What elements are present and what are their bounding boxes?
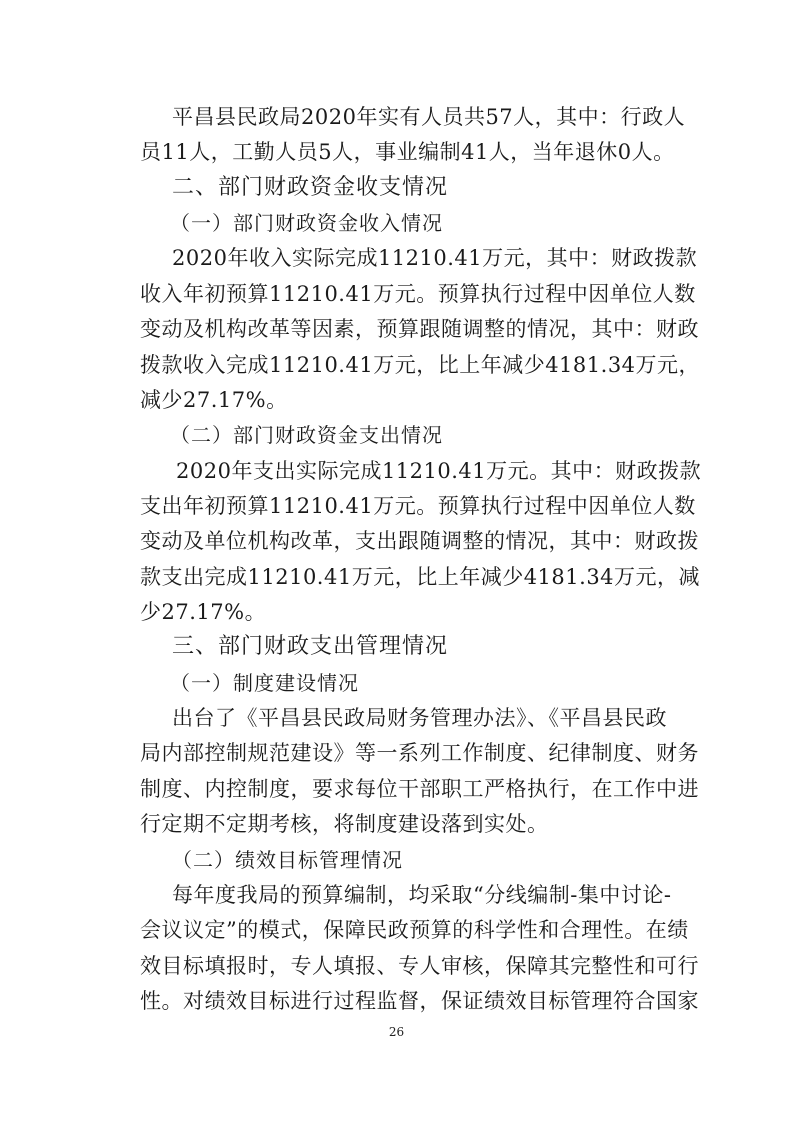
paragraph-line: 平昌县民政局2020年实有人员共57人，其中：行政人 — [172, 105, 686, 129]
paragraph-line: 员11人，工勤人员5人，事业编制41人，当年退休0人。 — [140, 140, 675, 164]
paragraph-line: 制度、内控制度，要求每位干部职工严格执行，在工作中进 — [140, 777, 699, 801]
subsection-heading: （二）部门财政资金支出情况 — [170, 423, 443, 447]
paragraph-line: 收入年初预算11210.41万元。预算执行过程中因单位人数 — [140, 282, 696, 306]
paragraph-line: 变动及机构改革等因素，预算跟随调整的情况，其中：财政 — [140, 317, 699, 341]
paragraph-line: 2020年收入实际完成11210.41万元，其中：财政拨款 — [172, 246, 698, 270]
paragraph-line: 会议议定”的模式，保障民政预算的科学性和合理性。在绩 — [140, 918, 689, 942]
paragraph-line: 出台了《平昌县民政局财务管理办法》、《平昌县民政 — [172, 706, 667, 730]
page-number: 26 — [388, 1025, 405, 1039]
subsection-heading: （二）绩效目标管理情况 — [172, 848, 403, 872]
paragraph-line: 性。对绩效目标进行过程监督，保证绩效目标管理符合国家 — [140, 989, 699, 1013]
section-heading: 三、部门财政支出管理情况 — [172, 634, 449, 659]
paragraph-line: 2020年支出实际完成11210.41万元。其中：财政拨款 — [176, 459, 702, 483]
subsection-heading: （一）部门财政资金收入情况 — [170, 211, 443, 235]
paragraph-line: 减少27.17%。 — [140, 388, 288, 412]
paragraph-line: 款支出完成11210.41万元，比上年减少4181.34万元，减 — [140, 565, 701, 589]
paragraph-line: 变动及单位机构改革，支出跟随调整的情况，其中：财政拨 — [140, 529, 699, 553]
paragraph-line: 效目标填报时，专人填报、专人审核，保障其完整性和可行 — [140, 954, 699, 978]
paragraph-line: 行定期不定期考核，将制度建设落到实处。 — [140, 812, 549, 836]
subsection-heading: （一）制度建设情况 — [170, 671, 359, 695]
paragraph-line: 少27.17%。 — [140, 600, 267, 624]
section-heading: 二、部门财政资金收支情况 — [172, 175, 449, 200]
paragraph-line: 拨款收入完成11210.41万元，比上年减少4181.34万元， — [140, 353, 701, 377]
paragraph-line: 每年度我局的预算编制，均采取“分线编制-集中讨论- — [172, 883, 672, 907]
paragraph-line: 支出年初预算11210.41万元。预算执行过程中因单位人数 — [140, 494, 696, 518]
paragraph-line: 局内部控制规范建设》等一系列工作制度、纪律制度、财务 — [140, 741, 699, 765]
